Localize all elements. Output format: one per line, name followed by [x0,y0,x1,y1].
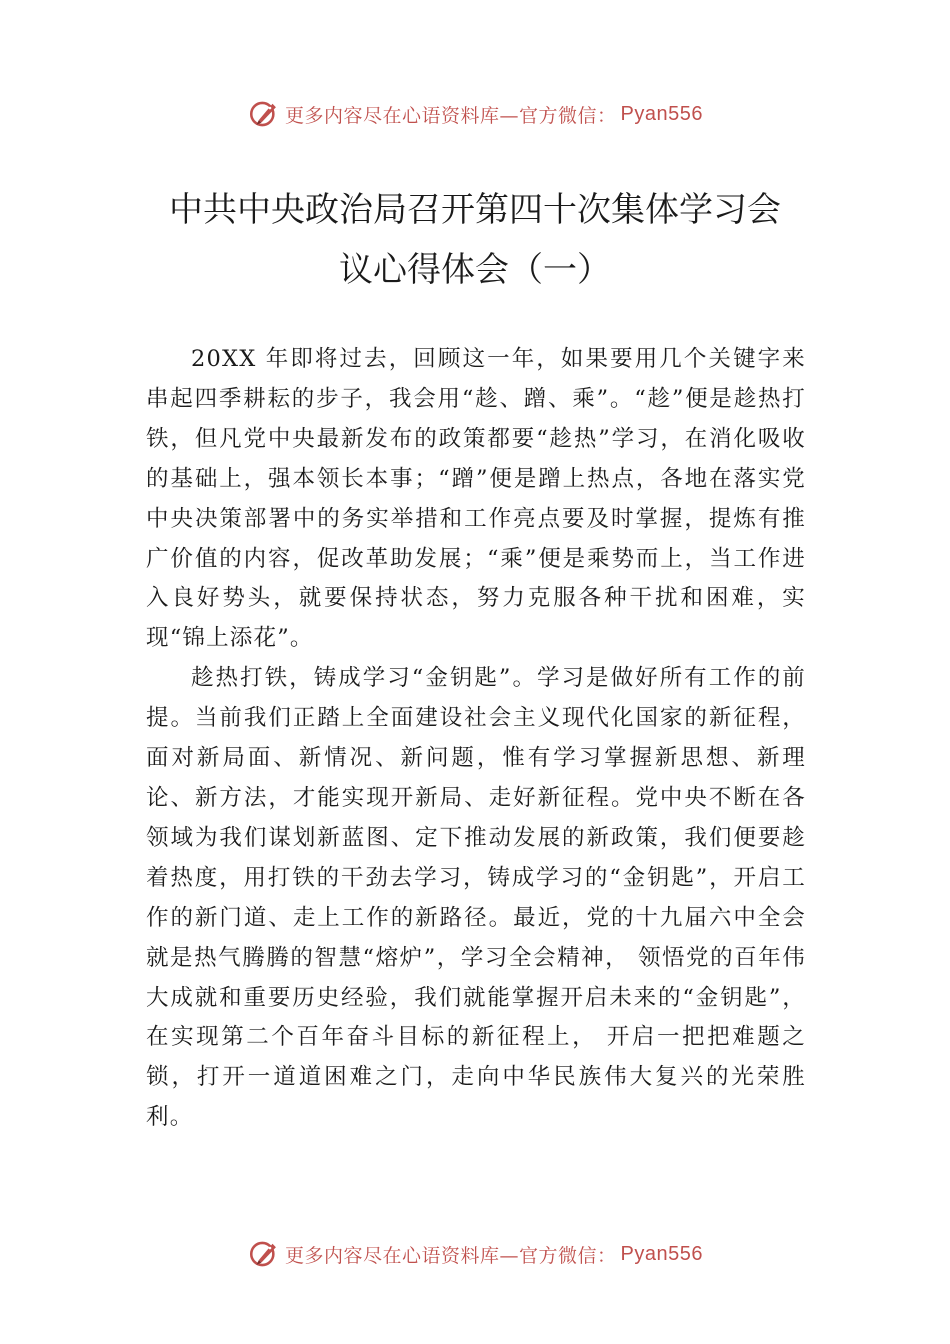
title-line-1: 中共中央政治局召开第四十次集体学习会 [169,190,781,230]
body-paragraph-1: 20XX 年即将过去，回顾这一年，如果要用几个关键字来串起四季耕耘的步子，我会用“趁、蹭、乘”。“趁”便是趁热打铁，但凡党中央最新发布的政策都要“趁热”学习，在消化吸收的基础上，强本领长本事；“蹭”便是蹭上热点，各地在落实党中央决策部署中的务实举措和工作亮点要及时掌握，提炼有推广价值的内容，促改革助发展；“乘”便是乘势而上，当工作进入良好势头，就要保持状态，努力克服各种干扰和困难，实现“锦上添花”。 [146,346,806,652]
watermark-text: 更多内容尽在心语资料库—官方微信： [285,1244,617,1267]
header-watermark [0,94,950,134]
pen-nib-logo-icon [247,1237,281,1271]
body-paragraph-2: 趁热打铁，铸成学习“金钥匙”。学习是做好所有工作的前提。当前我们正踏上全面建设社会主义现代化国家的新征程，面对新局面、新情况、新问题，惟有学习掌握新思想、新理论、新方法，才能实现开新局、走好新征程。党中央不断在各领域为我们谋划新蓝图、定下推动发展的新政策，我们便要趁着热度，用打铁的干劲去学习，铸成学习的“金钥匙”，开启工作的新门道、走上工作的新路径。最近，党的十九届六中全会就是热气腾腾的智慧“熔炉”，学习全会精神， 领悟党的百年伟大成就和重要历史经验，我们就能掌握开启未来的“金钥匙”，在实现第二个百年奋斗目标的新征程上， 开启一把把难题之锁，打开一道道困难之门，走向中华民族伟大复兴的光荣胜利。 [146,665,806,1131]
document-title [120,180,830,300]
title-line-2: 议心得体会（一） [339,250,611,290]
watermark-wechat-id: Pyan556 [620,102,703,125]
watermark-wechat-id: Pyan556 [620,1242,703,1265]
watermark-text: 更多内容尽在心语资料库—官方微信： [285,104,617,127]
pen-nib-logo-icon [247,97,281,131]
footer-watermark [0,1234,950,1274]
document-body [146,340,806,1138]
